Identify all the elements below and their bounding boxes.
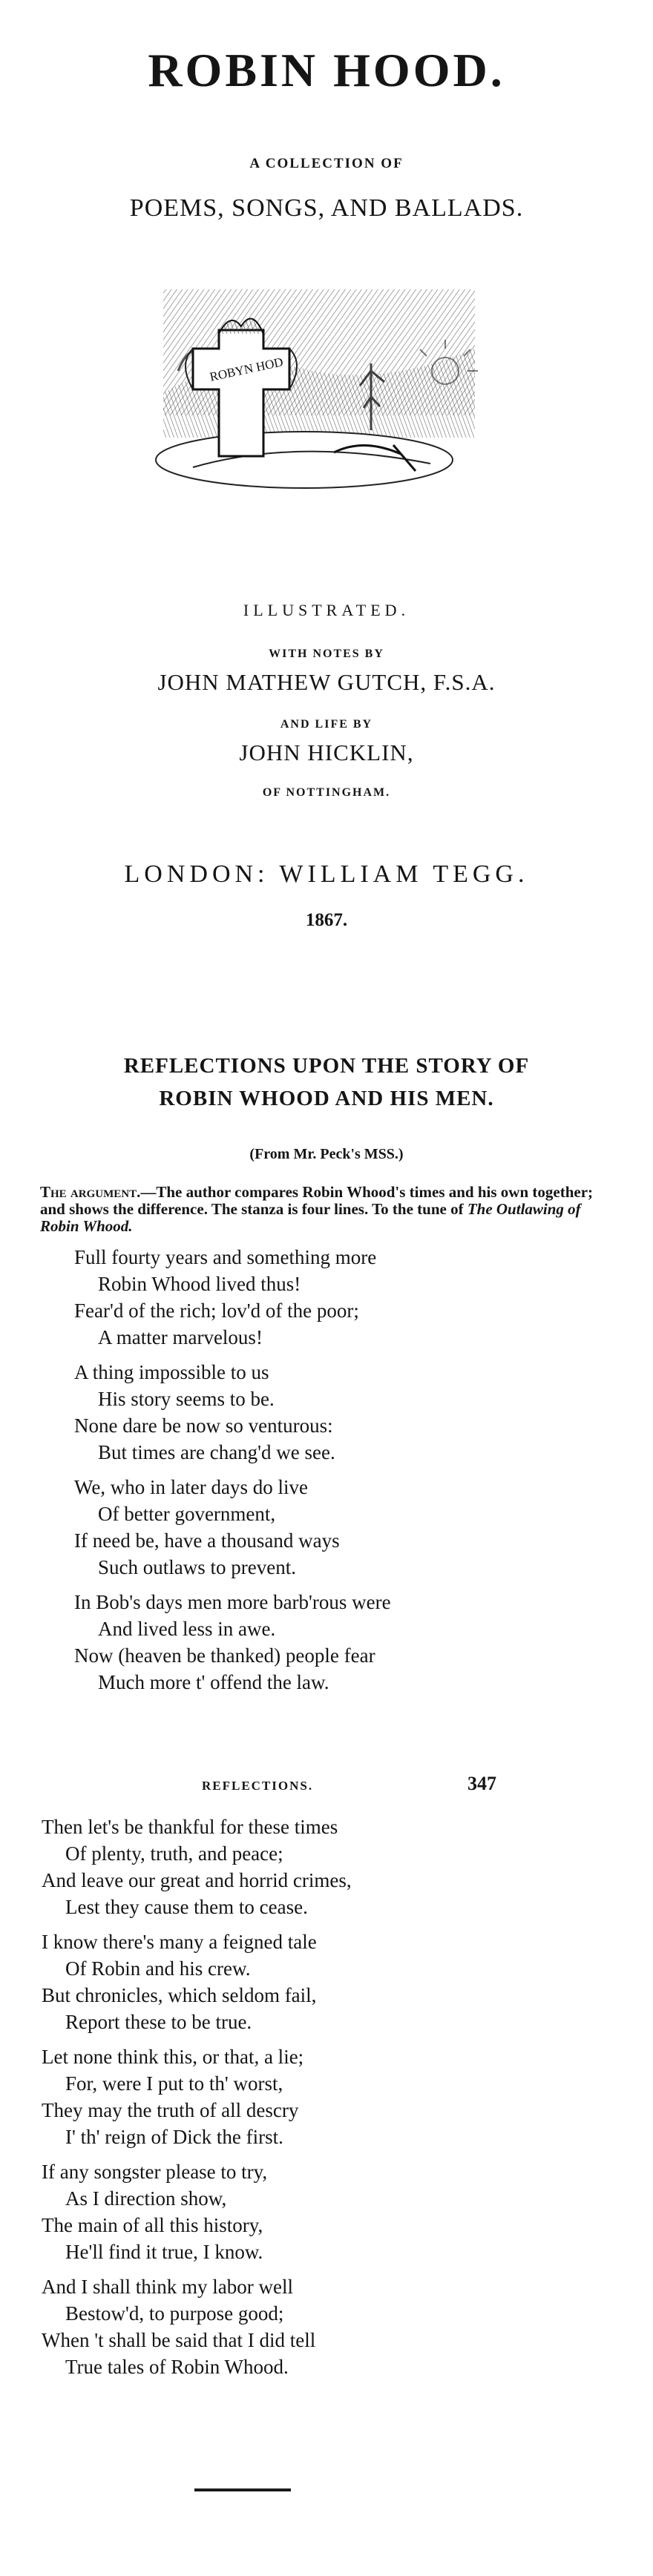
poem-line: None dare be now so venturous: xyxy=(74,1414,333,1437)
poem-line: They may the truth of all descry xyxy=(42,2099,299,2121)
poem-line: A thing impossible to us xyxy=(74,1361,269,1383)
poem-line: I' th' reign of Dick the first. xyxy=(65,2126,283,2148)
poem-line: Of better government, xyxy=(98,1503,276,1525)
poem-line: Then let's be thankful for these times xyxy=(42,1816,338,1838)
argument-lead: The argument. xyxy=(40,1183,141,1201)
poem-line: Much more t' offend the law. xyxy=(98,1671,329,1693)
poem-line: We, who in later days do live xyxy=(74,1476,308,1498)
poem-line: Full fourty years and something more xyxy=(74,1246,377,1268)
poem-line: Robin Whood lived thus! xyxy=(98,1273,301,1295)
source-note: (From Mr. Peck's MSS.) xyxy=(249,1146,404,1162)
poem-line: If need be, have a thousand ways xyxy=(74,1529,340,1552)
poem-line: He'll find it true, I know. xyxy=(65,2241,263,2263)
poem-line: Such outlaws to prevent. xyxy=(98,1556,296,1578)
poem-line: Let none think this, or that, a lie; xyxy=(42,2046,304,2068)
poem-line: Of plenty, truth, and peace; xyxy=(65,1842,283,1865)
poem-line: True tales of Robin Whood. xyxy=(65,2356,289,2378)
publication-year: 1867. xyxy=(305,910,348,930)
argument-tune: The Outlawing of Robin Whood. xyxy=(40,1200,581,1235)
author-name: JOHN HICKLIN, xyxy=(239,739,414,765)
illustrated-label: ILLUSTRATED. xyxy=(243,601,410,619)
poem-line: Bestow'd, to purpose good; xyxy=(65,2302,284,2325)
poem-line: But chronicles, which seldom fail, xyxy=(42,1984,317,2006)
poem-line: When 't shall be said that I did tell xyxy=(42,2329,316,2351)
poem-line: Of Robin and his crew. xyxy=(65,1957,251,1980)
cross-inscription: ROBYN HOD xyxy=(208,355,285,384)
poem-line: His story seems to be. xyxy=(98,1388,275,1410)
and-life-label: AND LIFE BY xyxy=(280,718,373,731)
poem-line: And lived less in awe. xyxy=(98,1618,276,1640)
editor-name: JOHN MATHEW GUTCH, F.S.A. xyxy=(157,669,496,695)
poem-line: But times are chang'd we see. xyxy=(98,1441,335,1463)
poem-line: Fear'd of the rich; lov'd of the poor; xyxy=(74,1299,359,1322)
with-notes-label: WITH NOTES BY xyxy=(269,648,384,660)
section-heading xyxy=(0,1050,653,1115)
argument-text: —The author compares Robin Whood's times and his own together; and shows the difference. The stanza is four lines. To the tune of xyxy=(40,1183,594,1218)
argument-paragraph xyxy=(40,1184,619,1235)
author-place: OF NOTTINGHAM. xyxy=(262,786,391,799)
poem-line: For, were I put to th' worst, xyxy=(65,2072,283,2095)
poem-line: And I shall think my labor well xyxy=(42,2276,293,2298)
poem-line: And leave our great and horrid crimes, xyxy=(42,1869,352,1891)
poem-line: A matter marvelous! xyxy=(98,1326,263,1348)
book-title: ROBIN HOOD. xyxy=(148,44,505,96)
poem-line: Lest they cause them to cease. xyxy=(65,1896,308,1918)
poem-line: Report these to be true. xyxy=(65,2011,252,2033)
poem-line: In Bob's days men more barb'rous were xyxy=(74,1591,391,1613)
publisher: LONDON: WILLIAM TEGG. xyxy=(124,860,529,888)
heading-line-2: ROBIN WHOOD AND HIS MEN. xyxy=(159,1087,494,1110)
poem-line: As I direction show, xyxy=(65,2187,227,2210)
closing-rule xyxy=(194,2488,291,2491)
poem-line: If any songster please to try, xyxy=(42,2161,268,2183)
heading-line-1: REFLECTIONS UPON THE STORY OF xyxy=(123,1054,530,1078)
poem-line: I know there's many a feigned tale xyxy=(42,1931,317,1953)
subtitle-genres: POEMS, SONGS, AND BALLADS. xyxy=(129,194,524,222)
running-head: REFLECTIONS. xyxy=(202,1779,314,1793)
page-number: 347 xyxy=(467,1773,496,1794)
poem-line: Now (heaven be thanked) people fear xyxy=(74,1644,375,1667)
poem-line: The main of all this history, xyxy=(42,2214,263,2236)
subtitle: A COLLECTION OF xyxy=(249,156,404,171)
cross-illustration xyxy=(148,260,490,497)
